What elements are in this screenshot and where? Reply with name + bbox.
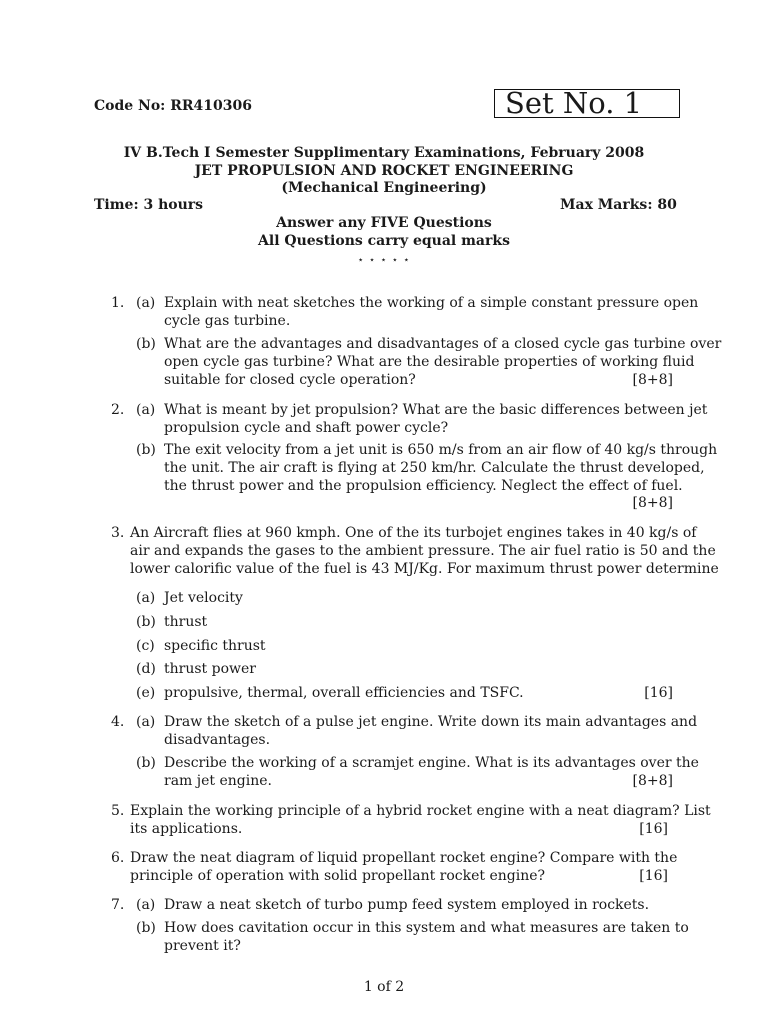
question-text: lower calorific value of the fuel is 43 MJ/Kg. For maximum thrust power determine — [130, 561, 719, 577]
question-text: Draw the sketch of a pulse jet engine. Write down its main advantages and — [164, 714, 698, 730]
question-number: 6. — [111, 850, 125, 866]
question-text: Draw a neat sketch of turbo pump feed system employed in rockets. — [164, 897, 650, 913]
list-item-text: Jet velocity — [164, 590, 243, 606]
question-text: How does cavitation occur in this system and what measures are taken to — [164, 920, 689, 936]
question-text: What are the advantages and disadvantages of a closed cycle gas turbine over — [164, 336, 722, 352]
question-text: suitable for closed cycle operation? — [164, 372, 416, 388]
marks-label: [8+8] — [632, 372, 673, 388]
question-text: ram jet engine. — [164, 773, 272, 789]
question-text: open cycle gas turbine? What are the desirable properties of working fluid — [164, 354, 695, 370]
part-label: (a) — [136, 714, 156, 730]
marks-label: [16] — [639, 821, 668, 837]
list-item-text: specific thrust — [164, 638, 266, 654]
marks-label: [8+8] — [632, 495, 673, 511]
question-text: propulsion cycle and shaft power cycle? — [164, 420, 449, 436]
question-text: cycle gas turbine. — [164, 313, 291, 329]
question-number: 3. — [111, 525, 125, 541]
instruction-equal-marks: All Questions carry equal marks — [258, 233, 510, 249]
instruction-any-five: Answer any FIVE Questions — [276, 215, 492, 231]
part-label: (b) — [136, 920, 156, 936]
question-number: 4. — [111, 714, 125, 730]
question-text: principle of operation with solid propellant rocket engine? — [130, 868, 546, 884]
question-number: 2. — [111, 402, 125, 418]
time-label: Time: 3 hours — [94, 197, 204, 213]
question-text: Explain the working principle of a hybrid rocket engine with a neat diagram? List — [130, 803, 711, 819]
subject-title: JET PROPULSION AND ROCKET ENGINEERING — [194, 163, 574, 179]
set-number-box: Set No. 1 — [494, 89, 680, 118]
question-text: The exit velocity from a jet unit is 650 m/s from an air flow of 40 kg/s through — [164, 442, 718, 458]
branch-title: (Mechanical Engineering) — [281, 180, 487, 196]
part-label: (a) — [136, 897, 156, 913]
question-text: An Aircraft flies at 960 kmph. One of the its turbojet engines takes in 40 kg/s of — [130, 525, 697, 541]
part-label: (a) — [136, 402, 156, 418]
question-text: Explain with neat sketches the working of a simple constant pressure open — [164, 295, 699, 311]
question-text: Draw the neat diagram of liquid propellant rocket engine? Compare with the — [130, 850, 678, 866]
separator-stars: ⋆ ⋆ ⋆ ⋆ ⋆ — [357, 255, 411, 266]
question-number: 7. — [111, 897, 125, 913]
question-text: Describe the working of a scramjet engine. What is its advantages over the — [164, 755, 699, 771]
list-item-label: (a) — [136, 590, 156, 606]
question-text: the unit. The air craft is flying at 250 km/hr. Calculate the thrust developed, — [164, 460, 705, 476]
part-label: (b) — [136, 755, 156, 771]
marks-label: [16] — [639, 868, 668, 884]
list-item-label: (e) — [136, 685, 156, 701]
marks-label: [8+8] — [632, 773, 673, 789]
question-text: disadvantages. — [164, 732, 271, 748]
list-item-label: (b) — [136, 614, 156, 630]
list-item-label: (c) — [136, 638, 155, 654]
max-marks-label: Max Marks: 80 — [560, 197, 677, 213]
question-text: air and expands the gases to the ambient pressure. The air fuel ratio is 50 and the — [130, 543, 716, 559]
question-text: prevent it? — [164, 938, 241, 954]
code-number: Code No: RR410306 — [94, 98, 252, 114]
question-text: the thrust power and the propulsion efficiency. Neglect the effect of fuel. — [164, 478, 683, 494]
list-item-text: thrust — [164, 614, 208, 630]
list-item-text: thrust power — [164, 661, 256, 677]
part-label: (a) — [136, 295, 156, 311]
question-number: 5. — [111, 803, 125, 819]
part-label: (b) — [136, 442, 156, 458]
page-number: 1 of 2 — [363, 979, 405, 995]
part-label: (b) — [136, 336, 156, 352]
question-text: its applications. — [130, 821, 243, 837]
list-item-text: propulsive, thermal, overall efficiencies and TSFC. — [164, 685, 524, 701]
question-number: 1. — [111, 295, 125, 311]
question-text: What is meant by jet propulsion? What are the basic differences between jet — [164, 402, 708, 418]
list-item-label: (d) — [136, 661, 156, 677]
marks-label: [16] — [644, 685, 673, 701]
exam-title: IV B.Tech I Semester Supplimentary Examinations, February 2008 — [123, 145, 645, 161]
